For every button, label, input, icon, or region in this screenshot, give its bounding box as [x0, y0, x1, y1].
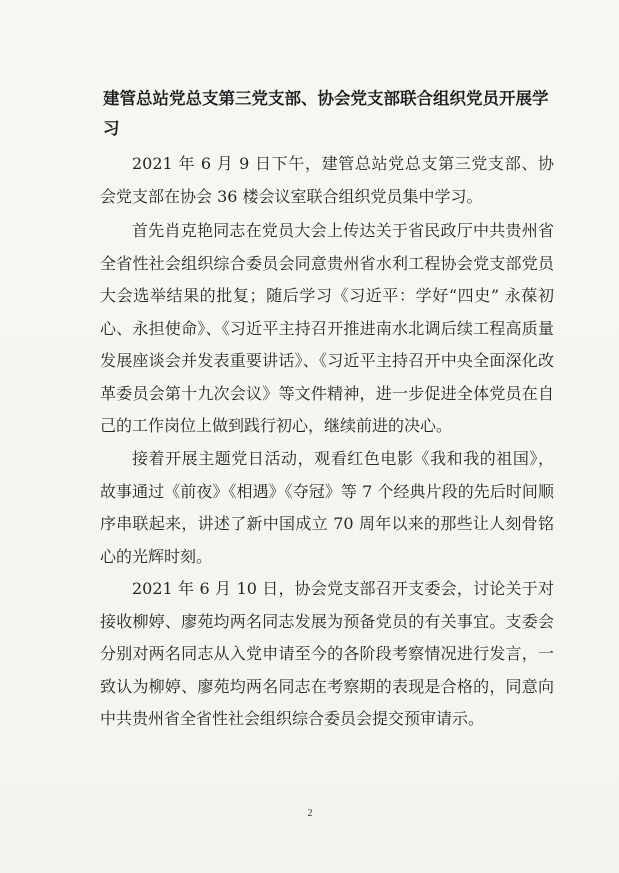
document-title: 建管总站党总支第三党支部、协会党支部联合组织党员开展学习	[103, 89, 549, 138]
paragraph-4: 2021 年 6 月 10 日，协会党支部召开支委会，讨论关于对接收柳婷、廖苑均两名同志发展为预备党员的有关事宜。支委会分别对两名同志从入党申请至今的各阶段考察情况进行发言，一致认为柳婷、廖苑均两名同志在考察期的表现是合格的，同意向中共贵州省全省性社会组织综合委员会提交预审请示。	[100, 579, 554, 728]
paragraph-1: 2021 年 6 月 9 日下午，建管总站党总支第三党支部、协会党支部在协会 36 楼会议室联合组织党员集中学习。	[100, 154, 554, 206]
paragraph-2: 首先肖克艳同志在党员大会上传达关于省民政厅中共贵州省全省性社会组织综合委员会同意贵州省水利工程协会党支部党员大会选举结果的批复；随后学习《习近平：学好“四史” 永葆初心、永担使命》、《习近平主持召开推进南水北调后续工程高质量发展座谈会并发表重要讲话》、《习近平主持召开中央全面深化改革委员会第十九次会议》等文件精神，进一步促进全体党员在自己的工作岗位上做到践行初心，继续前进的决心。	[100, 221, 554, 435]
page-number: 2	[307, 808, 313, 819]
paragraph-3: 接着开展主题党日活动，观看红色电影《我和我的祖国》，故事通过《前夜》《相遇》《夺冠》等 7 个经典片段的先后时间顺序串联起来，讲述了新中国成立 70 周年以来的那些让人刻骨铭心的光辉时刻。	[100, 449, 554, 566]
